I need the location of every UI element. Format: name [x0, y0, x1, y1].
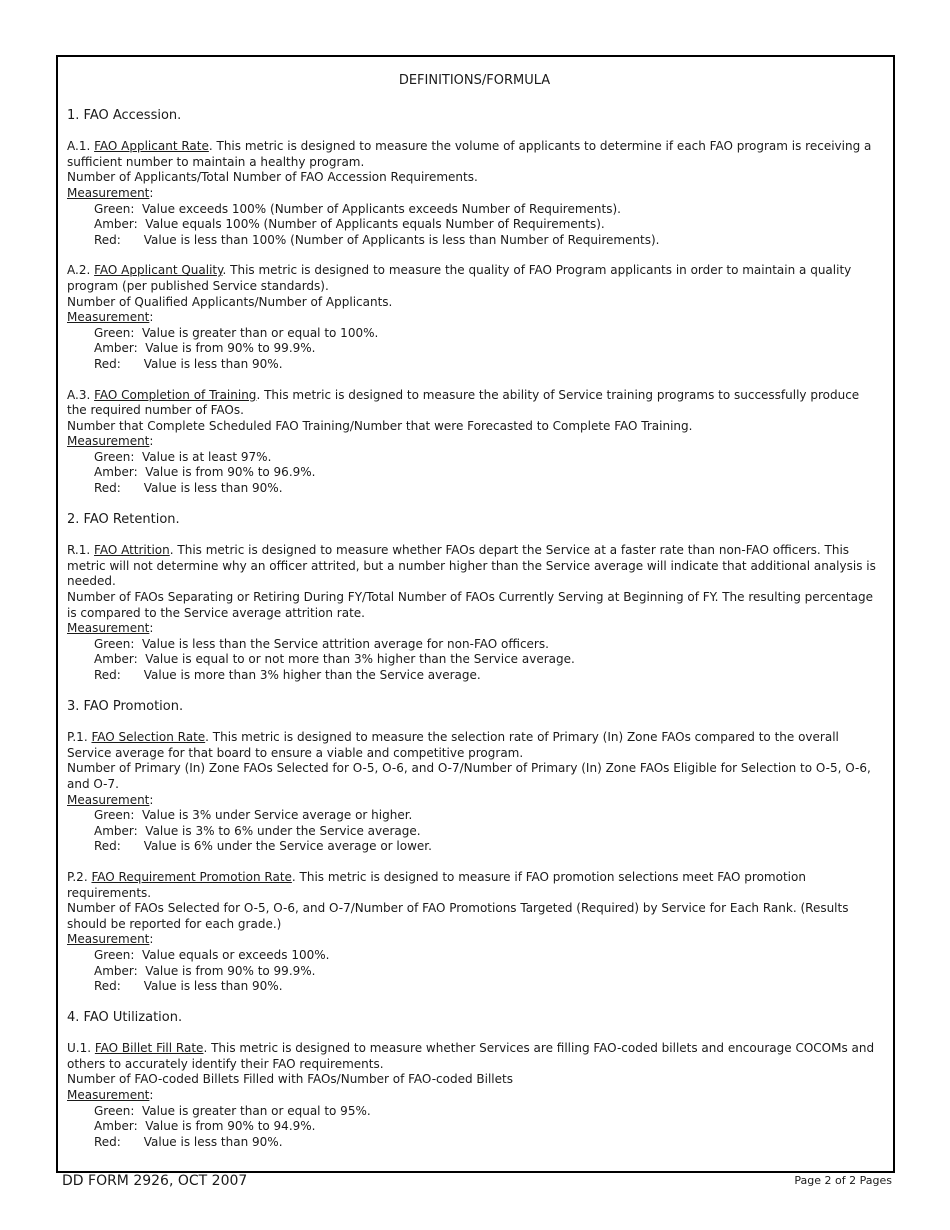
page-number: Page 2 of 2 Pages — [794, 1174, 892, 1187]
measurement-green: Green: Value is at least 97%. — [94, 449, 272, 464]
metric-description: . This metric is designed to measure whether Services are filling FAO-coded billets and encourage COCOMs and others to accurately identify their FAO requirements. — [67, 1041, 875, 1071]
metric-description: . This metric is designed to measure the volume of applicants to determine if each FAO program is receiving a sufficient number to maintain a healthy program. — [67, 139, 872, 169]
metric-formula: Number of FAOs Separating or Retiring During FY/Total Number of FAOs Currently Serving at Beginning of FY. The resulting percentage is compared to the Service average attrition rate. — [67, 590, 873, 620]
metric-formula: Number of FAO-coded Billets Filled with FAOs/Number of FAO-coded Billets — [67, 1072, 513, 1087]
metric-id: A.1. — [67, 139, 91, 154]
measurement-green: Green: Value exceeds 100% (Number of Applicants exceeds Number of Requirements). — [94, 201, 621, 216]
metric-definition — [67, 870, 882, 901]
metric-block — [67, 1041, 882, 1150]
metric-description: . This metric is designed to measure if FAO promotion selections meet FAO promotion requirements. — [67, 869, 806, 900]
metric-formula: Number of Qualified Applicants/Number of Applicants. — [67, 294, 393, 309]
metric-name: FAO Requirement Promotion Rate — [91, 869, 292, 884]
metric-name: FAO Attrition — [94, 543, 170, 558]
metric-definition — [67, 543, 882, 590]
metric-name: FAO Selection Rate — [91, 730, 206, 745]
measurement-amber: Amber: Value equals 100% (Number of Applicants equals Number of Requirements). — [94, 217, 605, 232]
metric-block — [67, 388, 882, 497]
section-title: 3. FAO Promotion. — [67, 698, 184, 714]
section — [67, 1010, 882, 1151]
metric-name: FAO Billet Fill Rate — [94, 1041, 204, 1056]
section-title: 2. FAO Retention. — [67, 511, 180, 527]
measurement-amber: Amber: Value is equal to or not more than 3% higher than the Service average. — [94, 652, 575, 667]
measurement-red: Red: Value is less than 90%. — [94, 481, 283, 496]
section — [67, 512, 882, 684]
measurement-label: Measurement — [67, 932, 150, 947]
metric-formula: Number that Complete Scheduled FAO Training/Number that were Forecasted to Complete FAO Training. — [67, 418, 693, 433]
measurement-amber: Amber: Value is from 90% to 99.9%. — [94, 963, 316, 978]
metric-formula: Number of Applicants/Total Number of FAO Accession Requirements. — [67, 170, 478, 185]
measurement-heading: Measurement: — [67, 932, 154, 947]
form-number: DD FORM 2926, OCT 2007 — [62, 1173, 248, 1189]
metric-description: . This metric is designed to measure whether FAOs depart the Service at a faster rate than non-FAO officers. This metric will not determine why an officer attrited, but a number higher than the Service average will indicate that additional analysis is needed. — [67, 543, 876, 589]
sections-container — [67, 108, 882, 1151]
metric-definition — [67, 388, 882, 419]
metric-id: U.1. — [67, 1041, 92, 1056]
measurement-green: Green: Value is greater than or equal to 95%. — [94, 1103, 371, 1118]
metric-block — [67, 263, 882, 372]
form-frame — [56, 55, 895, 1173]
measurement-amber: Amber: Value is 3% to 6% under the Service average. — [94, 823, 421, 838]
metric-definition — [67, 1041, 882, 1072]
metric-block — [67, 139, 882, 248]
measurement-amber: Amber: Value is from 90% to 96.9%. — [94, 465, 316, 480]
measurement-green: Green: Value is 3% under Service average or higher. — [94, 808, 413, 823]
measurement-label: Measurement — [67, 621, 150, 636]
measurement-amber: Amber: Value is from 90% to 99.9%. — [94, 341, 316, 356]
measurement-heading: Measurement: — [67, 621, 154, 636]
measurement-label: Measurement — [67, 310, 150, 325]
measurement-label: Measurement — [67, 1088, 150, 1103]
section — [67, 108, 882, 497]
measurement-amber: Amber: Value is from 90% to 94.9%. — [94, 1119, 316, 1134]
page-title: DEFINITIONS/FORMULA — [398, 73, 551, 88]
measurement-green: Green: Value is less than the Service attrition average for non-FAO officers. — [94, 636, 549, 651]
metric-block — [67, 730, 882, 855]
measurement-label: Measurement — [67, 792, 150, 807]
section — [67, 699, 882, 995]
measurement-heading: Measurement: — [67, 434, 154, 449]
metric-id: P.1. — [67, 730, 88, 745]
measurement-heading: Measurement: — [67, 792, 154, 807]
metric-description: . This metric is designed to measure the ability of Service training programs to successfully produce the required number of FAOs. — [67, 387, 860, 418]
metric-description: . This metric is designed to measure the quality of FAO Program applicants in order to maintain a quality program (per published Service standards). — [67, 263, 852, 293]
metric-block — [67, 870, 882, 995]
metric-name: FAO Applicant Rate — [94, 139, 209, 154]
metric-id: P.2. — [67, 869, 88, 884]
metric-definition — [67, 139, 882, 170]
section-title: 4. FAO Utilization. — [67, 1009, 183, 1025]
measurement-green: Green: Value equals or exceeds 100%. — [94, 947, 330, 962]
metric-name: FAO Applicant Quality — [94, 263, 223, 278]
measurement-green: Green: Value is greater than or equal to 100%. — [94, 325, 379, 340]
definitions-content — [67, 73, 882, 1165]
measurement-red: Red: Value is less than 90%. — [94, 356, 283, 371]
metric-block — [67, 543, 882, 683]
measurement-label: Measurement — [67, 434, 150, 449]
measurement-red: Red: Value is less than 90%. — [94, 1134, 283, 1149]
metric-id: R.1. — [67, 543, 91, 558]
metric-definition — [67, 730, 882, 761]
measurement-red: Red: Value is 6% under the Service average or lower. — [94, 839, 432, 854]
metric-id: A.3. — [67, 387, 91, 402]
measurement-red: Red: Value is more than 3% higher than the Service average. — [94, 668, 481, 682]
metric-formula: Number of FAOs Selected for O-5, O-6, and O-7/Number of FAO Promotions Targeted (Required) by Service for Each Rank. (Results should be reported for each grade.) — [67, 901, 849, 931]
measurement-red: Red: Value is less than 90%. — [94, 979, 283, 994]
metric-formula: Number of Primary (In) Zone FAOs Selected for O-5, O-6, and O-7/Number of Primary (In) Zone FAOs Eligible for Selection to O-5, O-6, and O-7. — [67, 761, 871, 791]
measurement-heading: Measurement: — [67, 310, 154, 325]
measurement-heading: Measurement: — [67, 185, 154, 200]
metric-description: . This metric is designed to measure the selection rate of Primary (In) Zone FAOs compared to the overall Service average for that board to ensure a viable and competitive program. — [67, 730, 839, 760]
metric-name: FAO Completion of Training — [94, 387, 257, 402]
metric-definition — [67, 263, 882, 294]
metric-id: A.2. — [67, 263, 91, 278]
measurement-red: Red: Value is less than 100% (Number of Applicants is less than Number of Requirements). — [94, 232, 660, 247]
measurement-label: Measurement — [67, 185, 150, 200]
section-title: 1. FAO Accession. — [67, 107, 182, 123]
measurement-heading: Measurement: — [67, 1088, 154, 1103]
